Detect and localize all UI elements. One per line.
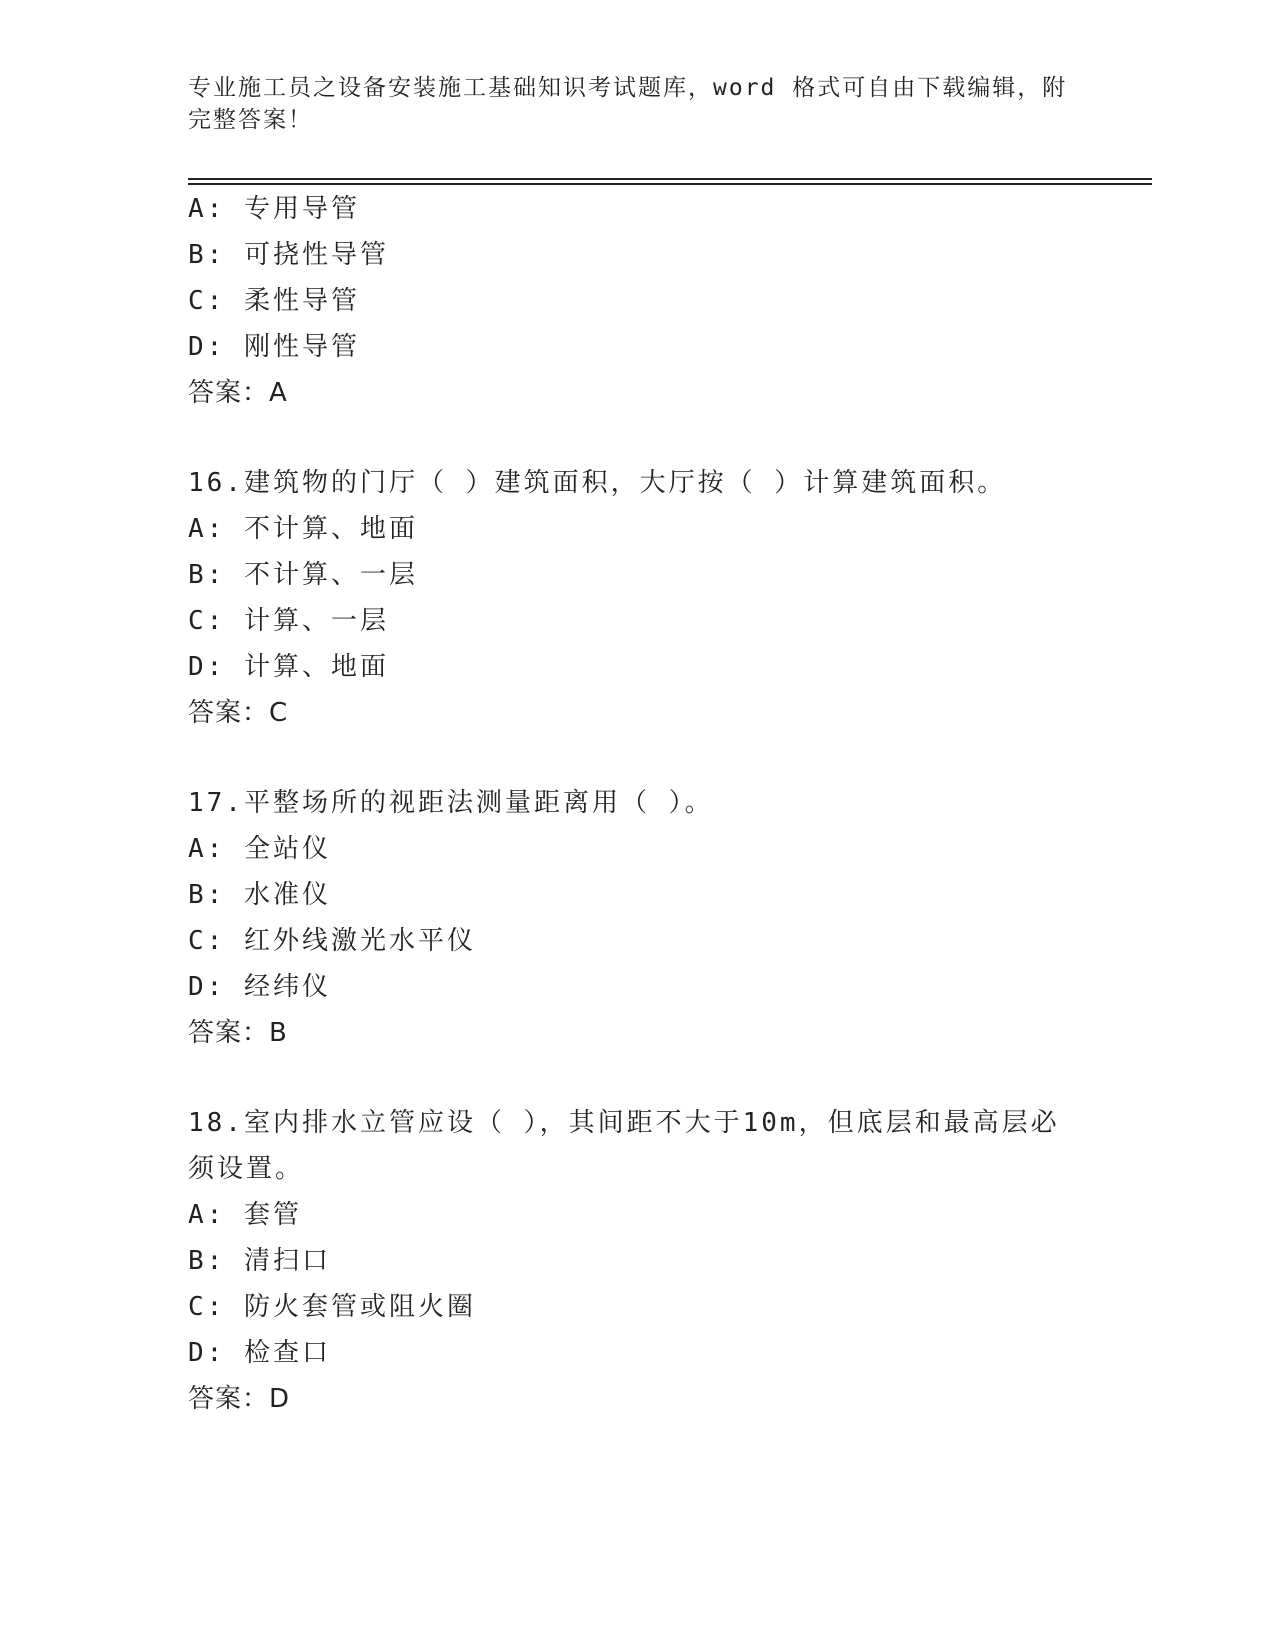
option-b: B: 可挠性导管: [188, 240, 389, 270]
spacer: [188, 736, 1088, 780]
option-c: C: 柔性导管: [188, 286, 360, 316]
option-d: D: 经纬仪: [188, 972, 331, 1002]
option-c: C: 防火套管或阻火圈: [188, 1292, 476, 1322]
option-a: A: 不计算、地面: [188, 514, 418, 544]
option-c: C: 计算、一层: [188, 606, 389, 636]
answer-line: 答案：B: [188, 1018, 288, 1048]
answer-line: 答案：A: [188, 378, 288, 408]
option-b: B: 清扫口: [188, 1246, 331, 1276]
spacer: [188, 416, 1088, 460]
answer-line: 答案：C: [188, 698, 289, 728]
spacer: [188, 1056, 1088, 1100]
question-block-15: [188, 186, 1088, 416]
option-a: A: 套管: [188, 1200, 302, 1230]
option-a: A: 全站仪: [188, 834, 331, 864]
question-stem: 18.室内排水立管应设（ ），其间距不大于10m，但底层和最高层必须设置。: [188, 1108, 1060, 1184]
option-d: D: 刚性导管: [188, 332, 360, 362]
option-d: D: 检查口: [188, 1338, 331, 1368]
option-a: A: 专用导管: [188, 194, 360, 224]
question-block-17: [188, 780, 1088, 1056]
option-b: B: 水准仪: [188, 880, 331, 910]
header-rule-bottom: [188, 183, 1152, 185]
option-c: C: 红外线激光水平仪: [188, 926, 476, 956]
question-list: [188, 186, 1088, 1422]
option-b: B: 不计算、一层: [188, 560, 418, 590]
page-header: 专业施工员之设备安装施工基础知识考试题库，word 格式可自由下载编辑，附完整答案！: [188, 75, 1068, 133]
header-rule-top: [188, 178, 1152, 180]
question-block-18: [188, 1100, 1088, 1422]
option-d: D: 计算、地面: [188, 652, 389, 682]
question-block-16: [188, 460, 1088, 736]
question-stem: 17.平整场所的视距法测量距离用（ ）。: [188, 788, 714, 818]
answer-line: 答案：D: [188, 1384, 291, 1414]
question-stem: 16.建筑物的门厅（ ）建筑面积，大厅按（ ）计算建筑面积。: [188, 468, 1007, 498]
